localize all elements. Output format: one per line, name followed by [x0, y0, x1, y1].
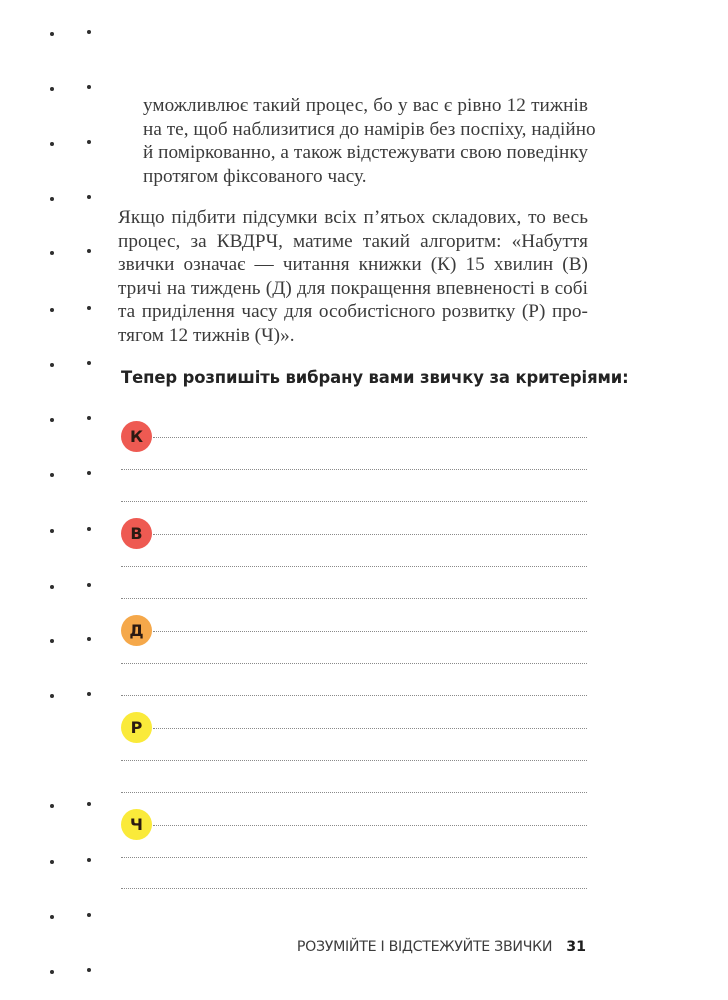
margin-dot	[50, 308, 54, 312]
page-footer	[297, 939, 586, 955]
criterion-badge-d: Д	[121, 615, 152, 646]
margin-dot	[87, 913, 91, 917]
margin-dot	[87, 361, 91, 365]
writing-line[interactable]	[121, 566, 587, 567]
text-line: Якщо підбити підсумки всіх п’ятьох складових, то весь	[118, 207, 588, 228]
margin-dot	[87, 249, 91, 253]
writing-row[interactable]	[0, 792, 728, 793]
margin-dot	[87, 195, 91, 199]
writing-row[interactable]	[0, 501, 728, 502]
margin-dot	[87, 140, 91, 144]
text-line: тричі на тиждень (Д) для покращення впевненості в собі	[118, 277, 588, 299]
margin-dot	[50, 87, 54, 91]
margin-dot	[50, 804, 54, 808]
text-line: процес, за КВДРЧ, матиме такий алгоритм: «Набуття	[118, 230, 588, 252]
writing-row[interactable]	[0, 888, 728, 889]
criterion-badge-ch: Ч	[121, 809, 152, 840]
margin-dot	[87, 416, 91, 420]
margin-dot	[50, 915, 54, 919]
margin-dot	[50, 473, 54, 477]
writing-line[interactable]	[121, 598, 587, 599]
margin-dot	[50, 142, 54, 146]
criterion-row-r[interactable]	[0, 718, 728, 737]
writing-line[interactable]	[121, 469, 587, 470]
criterion-badge-v: В	[121, 518, 152, 549]
margin-dot	[50, 970, 54, 974]
worksheet-heading: Тепер розпишіть вибрану вами звичку за критеріями:	[121, 368, 629, 387]
writing-line[interactable]	[153, 728, 587, 729]
writing-line[interactable]	[121, 888, 587, 889]
text-line: тягом 12 тижнів (Ч)».	[118, 324, 295, 346]
criterion-badge-k: К	[121, 421, 152, 452]
writing-row[interactable]	[0, 598, 728, 599]
margin-dot	[50, 639, 54, 643]
margin-dot	[50, 251, 54, 255]
text-line: звички означає — читання книжки (К) 15 хвилин (В)	[118, 254, 588, 276]
margin-dot	[50, 860, 54, 864]
margin-dot	[87, 471, 91, 475]
margin-dot	[50, 585, 54, 589]
writing-row[interactable]	[0, 857, 728, 858]
margin-dot	[87, 85, 91, 89]
margin-dot	[50, 32, 54, 36]
running-title: РОЗУМІЙТЕ І ВІДСТЕЖУЙТЕ ЗВИЧКИ	[296, 939, 553, 955]
writing-row[interactable]	[0, 663, 728, 664]
writing-row[interactable]	[0, 695, 728, 696]
writing-line[interactable]	[121, 663, 587, 664]
writing-line[interactable]	[121, 695, 587, 696]
writing-line[interactable]	[153, 825, 587, 826]
margin-dot	[87, 858, 91, 862]
writing-row[interactable]	[0, 566, 728, 567]
criterion-row-v[interactable]	[0, 524, 728, 543]
text-line: на те, щоб наблизитися до намірів без поспіху, надійно	[143, 118, 596, 140]
criterion-badge-r: Р	[121, 712, 152, 743]
margin-dot	[87, 802, 91, 806]
text-line: уможливлює такий процес, бо у вас є рівно 12 тижнів	[143, 95, 588, 116]
page-number: 31	[566, 939, 586, 955]
criterion-row-k[interactable]	[0, 427, 728, 446]
paragraph-intro-continuation	[143, 94, 596, 188]
margin-dot	[87, 968, 91, 972]
criterion-row-ch[interactable]	[0, 815, 728, 834]
writing-line[interactable]	[121, 857, 587, 858]
writing-row[interactable]	[0, 760, 728, 761]
writing-row[interactable]	[0, 469, 728, 470]
margin-dot	[50, 418, 54, 422]
margin-dot	[87, 527, 91, 531]
margin-dot	[87, 583, 91, 587]
text-line: та приділення часу для особистісного розвитку (Р) про-	[118, 301, 588, 323]
margin-dot	[87, 30, 91, 34]
writing-line[interactable]	[153, 631, 587, 632]
text-line: й поміркованно, а також відстежувати свою поведінку	[143, 142, 589, 164]
margin-dot	[87, 637, 91, 641]
paragraph-summary	[118, 206, 588, 348]
writing-line[interactable]	[153, 437, 587, 438]
writing-line[interactable]	[121, 501, 587, 502]
criterion-row-d[interactable]	[0, 621, 728, 640]
writing-line[interactable]	[121, 792, 587, 793]
margin-dot	[87, 306, 91, 310]
margin-dot	[50, 197, 54, 201]
margin-dot	[50, 529, 54, 533]
margin-dot	[50, 363, 54, 367]
text-line: протягом фіксованого часу.	[143, 165, 367, 187]
writing-line[interactable]	[121, 760, 587, 761]
writing-line[interactable]	[153, 534, 587, 535]
